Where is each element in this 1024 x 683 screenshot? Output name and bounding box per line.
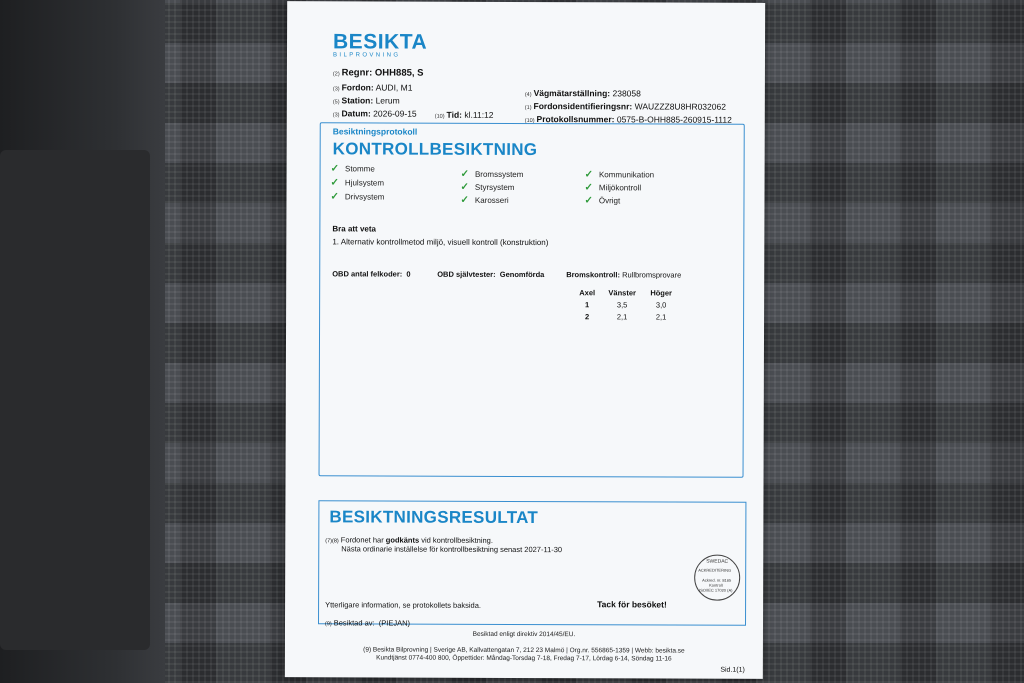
next-inspection-line: Nästa ordinarie inställelse för kontrollbesiktning senast 2027-11-30 bbox=[341, 544, 563, 555]
good-to-know-title: Bra att veta bbox=[332, 224, 376, 234]
check-icon: ✓ bbox=[330, 177, 339, 189]
check-item: ✓ Miljökontroll bbox=[584, 182, 642, 194]
tid-row: (10) Tid: kl.11:12 bbox=[434, 109, 494, 120]
check-item: ✓ Karosseri bbox=[460, 194, 509, 206]
odometer-row: (4) Vägmätarställning: 238058 bbox=[524, 88, 641, 99]
result-approved-line: (7)(8) Fordonet har godkänts vid kontrollbesiktning. bbox=[325, 535, 493, 545]
axle-table-header: Axel Vänster Höger bbox=[579, 287, 673, 298]
more-info-line: Ytterligare information, se protokollets baksida. bbox=[325, 600, 482, 610]
protocol-box bbox=[319, 122, 745, 477]
check-item: ✓ Kommunikation bbox=[584, 169, 655, 181]
fordon-row: (3) Fordon: AUDI, M1 bbox=[332, 82, 413, 93]
obd-faults: OBD antal felkoder: 0 bbox=[332, 269, 411, 279]
vin-row: (1) Fordonsidentifieringsnr: WAUZZZ8U8HR032062 bbox=[524, 101, 726, 112]
page-number: Sid.1(1) bbox=[720, 666, 745, 674]
check-item: ✓ Övrigt bbox=[584, 195, 621, 207]
check-item: ✓ Hjulsystem bbox=[330, 177, 385, 189]
check-icon: ✓ bbox=[584, 195, 593, 207]
check-icon: ✓ bbox=[460, 168, 469, 180]
check-icon: ✓ bbox=[584, 169, 593, 181]
footer-company: (9) Besikta Bilprovning | Sverige AB, Kallvattengatan 7, 212 23 Malmö | Org.nr. 556865-1359 | Webb: besikta.se bbox=[363, 646, 685, 655]
table-row: 2 2,1 2,1 bbox=[584, 311, 667, 321]
inspector-line: (9) Besiktad av: (PIEJAN) bbox=[324, 618, 411, 628]
check-item: ✓ Stomme bbox=[330, 163, 375, 175]
station-row: (5) Station: Lerum bbox=[332, 95, 400, 106]
check-icon: ✓ bbox=[330, 191, 339, 203]
result-title: BESIKTNINGSRESULTAT bbox=[329, 507, 539, 528]
protocol-number-row: (10) Protokollsnummer: 0575-B-OHH885-260915-1112 bbox=[524, 114, 732, 125]
regnr-value: OHH885, S bbox=[374, 67, 424, 79]
check-icon: ✓ bbox=[460, 194, 469, 206]
floor-mat bbox=[0, 150, 150, 650]
result-box bbox=[318, 500, 746, 628]
footer-directive: Besiktad enligt direktiv 2014/45/EU. bbox=[472, 630, 576, 639]
regnr-row: (2) Regnr: OHH885, S bbox=[332, 67, 424, 79]
protocol-subtitle: Besiktningsprotokoll bbox=[332, 126, 418, 137]
axle-table bbox=[573, 286, 679, 322]
good-to-know-item: 1. Alternativ kontrollmetod miljö, visuell kontroll (konstruktion) bbox=[332, 237, 549, 248]
datum-row: (3) Datum: 2026-09-15 bbox=[332, 108, 417, 119]
inspection-protocol-document bbox=[285, 1, 765, 679]
brake-check: Bromskontroll: Rullbromsprovare bbox=[566, 270, 682, 280]
logo-name: BESIKTA bbox=[332, 30, 428, 54]
besikta-logo bbox=[333, 31, 427, 58]
check-item: ✓ Bromssystem bbox=[460, 168, 524, 180]
check-item: ✓ Drivsystem bbox=[330, 191, 385, 203]
footer-contact: Kundtjänst 0774-400 800, Öppettider: Måndag-Torsdag 7-18, Fredag 7-17, Lördag 6-14, Söndag 11-16 bbox=[376, 654, 672, 663]
protocol-title: KONTROLLBESIKTNING bbox=[332, 139, 538, 160]
check-icon: ✓ bbox=[584, 182, 593, 194]
check-item: ✓ Styrsystem bbox=[460, 181, 515, 193]
check-icon: ✓ bbox=[460, 181, 469, 193]
table-row: 1 3,5 3,0 bbox=[585, 299, 667, 309]
thanks-text: Tack för besöket! bbox=[597, 599, 667, 610]
car-floor bbox=[0, 0, 165, 683]
logo-sub: BILPROVNING bbox=[332, 52, 401, 59]
check-icon: ✓ bbox=[330, 163, 340, 175]
swedac-seal: SWEDAC ACKREDITERING Ackred. nr. 8165 Kontroll ISO/IEC 17020 (A) bbox=[694, 555, 740, 601]
obd-selftest: OBD självtester: Genomförda bbox=[437, 269, 545, 280]
